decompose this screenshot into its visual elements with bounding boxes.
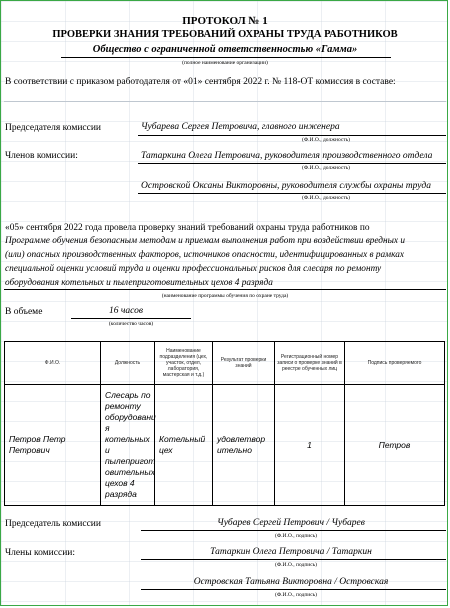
sig-chair-caption: (Ф.И.О., подпись)	[275, 533, 317, 539]
position-line: цехов 4	[105, 478, 135, 488]
check-intro: «05» сентября 2022 года провела проверку знаний требований охраны труда работников по	[5, 223, 370, 233]
header-signature: Подпись проверяемого	[345, 342, 445, 385]
cell-reg-number: 1	[275, 385, 345, 506]
member2-name-position: Островской Оксаны Викторовны, руководителя службы охраны труда	[141, 181, 431, 191]
sig-member1-value: Татаркин Олега Петровича / Татаркин	[210, 547, 372, 557]
header-department: Наименование подразделения (цех, участок, отдел, лаборатория, мастерская и т.д.)	[155, 342, 213, 385]
volume-underline	[71, 318, 191, 319]
organization-name: Общество с ограниченной ответственностью «Гамма»	[92, 44, 358, 55]
cell-department	[155, 385, 213, 506]
cell-position	[101, 385, 155, 506]
chair-caption: (Ф.И.О., должность)	[301, 137, 351, 143]
position-line: я	[105, 423, 110, 433]
program-line-2: (или) опасных производственных факторов, источников опасности, идентифицированных в рамках	[5, 250, 404, 260]
position-line: и	[105, 445, 110, 455]
sig-member2-caption: (Ф.И.О., подпись)	[275, 592, 317, 598]
header-position: Должность	[101, 342, 155, 385]
order-sentence: В соответствии с приказом работодателя от «01» сентября 2022 г. № 118-ОТ комиссия в составе:	[5, 77, 396, 87]
sig-member1-caption: (Ф.И.О., подпись)	[275, 562, 317, 568]
org-caption: (полное наименование организации)	[182, 60, 268, 66]
chair-label: Председателя комиссии	[5, 123, 102, 133]
volume-label: В объеме	[5, 307, 43, 317]
program-line-1: Программе обучения безопасным методам и приемам выполнения работ при воздействии вредных и	[5, 236, 406, 246]
members-label: Членов комиссии:	[5, 151, 78, 161]
program-line-3: специальной оценки условий труда и оценки профессиональных рисков для слесаря по ремонту	[5, 264, 382, 274]
department-line: цех	[159, 445, 173, 455]
program-caption: (наименование программы обучения по охране труда)	[161, 293, 289, 299]
member1-caption: (Ф.И.О., должность)	[301, 165, 351, 171]
position-line: ремонту	[105, 401, 141, 411]
position-line: котельных	[105, 434, 150, 444]
member2-caption: (Ф.И.О., должность)	[301, 195, 351, 201]
cell-fio: Петров Петр Петрович	[5, 385, 101, 506]
chair-name-position: Чубарева Сергея Петровича, главного инженера	[141, 122, 340, 132]
header-result: Результат проверки знаний	[213, 342, 275, 385]
sig-member2-underline	[141, 589, 446, 590]
sig-chair-underline	[141, 530, 446, 531]
cell-signature: Петров	[345, 385, 445, 506]
sig-chair-label: Председатель комиссии	[5, 519, 101, 529]
protocol-title: ПРОТОКОЛ № 1	[182, 15, 268, 27]
volume-value: 16 часов	[109, 306, 144, 316]
org-underline	[61, 57, 391, 58]
cell-result	[213, 385, 275, 506]
program-underline	[4, 289, 446, 290]
header-reg-number: Регистрационный номер записи о проверке знаний в реестре обученных лиц	[275, 342, 345, 385]
protocol-subtitle: ПРОВЕРКИ ЗНАНИЯ ТРЕБОВАНИЙ ОХРАНЫ ТРУДА РАБОТНИКОВ	[52, 29, 398, 40]
member1-underline	[138, 163, 446, 164]
volume-caption: (количество часов)	[108, 321, 154, 327]
header-fio: Ф.И.О.	[5, 342, 101, 385]
position-line: Слесарь по	[105, 390, 151, 400]
sig-member1-underline	[141, 559, 446, 560]
sig-members-label: Члены комиссии:	[5, 548, 76, 558]
results-table	[4, 341, 445, 506]
sig-chair-value: Чубарев Сергей Петрович / Чубарев	[217, 518, 365, 528]
result-line: удовлетвор	[217, 434, 266, 444]
member2-underline	[138, 193, 446, 194]
position-line: пылепригот	[105, 456, 156, 466]
program-line-4: оборудования котельных и пылеприготовительных цехов 4 разряда	[5, 278, 273, 288]
table-header-row	[5, 342, 445, 385]
chair-underline	[138, 135, 446, 136]
result-line: ительно	[217, 445, 252, 455]
member1-name-position: Татаркина Олега Петровича, руководителя производственного отдела	[141, 151, 433, 161]
position-line: разряда	[105, 489, 137, 499]
department-line: Котельный	[159, 434, 206, 444]
grid-line	[4, 101, 446, 102]
table-row	[5, 385, 445, 506]
position-line: оборудовани	[105, 412, 156, 422]
position-line: овительных	[105, 467, 155, 477]
sig-member2-value: Островская Татьяна Викторовна / Островская	[193, 577, 389, 587]
